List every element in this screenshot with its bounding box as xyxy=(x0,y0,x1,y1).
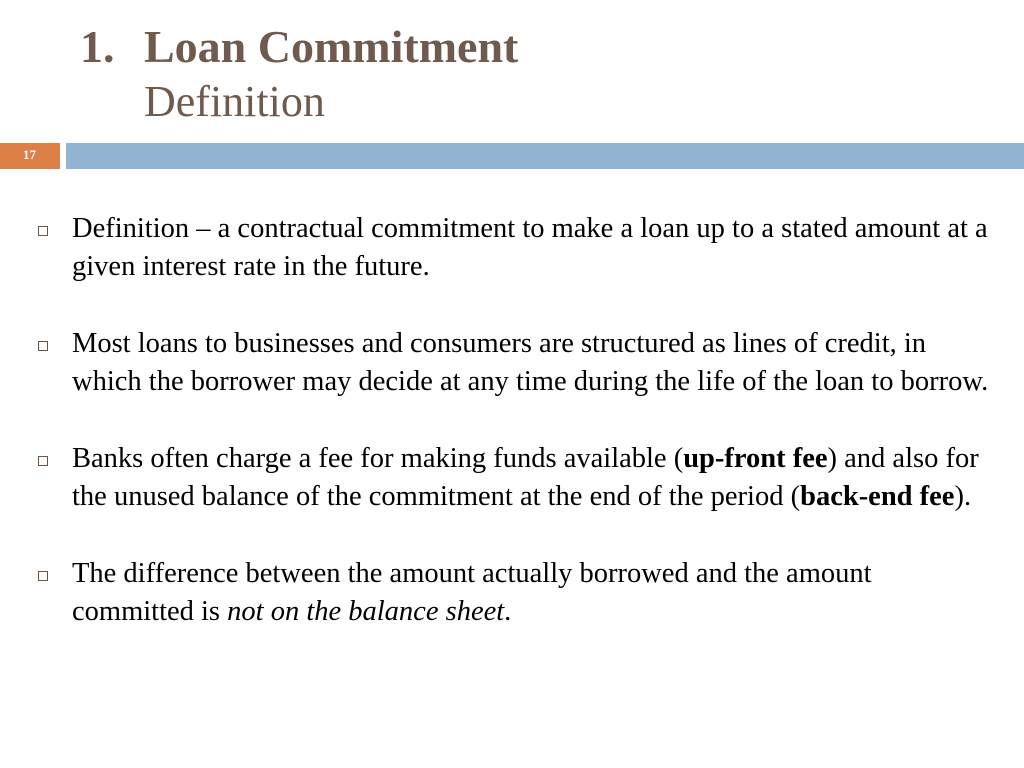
title-number: 1. xyxy=(80,21,115,72)
title-main-line xyxy=(80,18,518,76)
slide-number-badge: 17 xyxy=(0,143,60,169)
slide-title xyxy=(80,18,518,128)
bullet-text: . xyxy=(504,596,512,627)
bullet-text: Most loans to businesses and consumers are structured as lines of credit, in which the borrower may decide at any time during the life of the loan to borrow. xyxy=(72,328,989,397)
bullet-item xyxy=(38,555,998,631)
bullet-text: The difference between the amount actually borrowed and the amount committed is xyxy=(72,558,872,627)
bullet-text: not on the balance sheet xyxy=(227,596,505,627)
bullet-text: Definition – a contractual commitment to make a loan up to a stated amount at a given interest rate in the future. xyxy=(72,213,988,282)
bullet-text: back-end fee xyxy=(800,481,955,512)
title-main: Loan Commitment xyxy=(144,21,519,72)
hollow-square-icon xyxy=(38,571,48,581)
bullet-list xyxy=(38,210,998,670)
bullet-text: ). xyxy=(954,481,972,512)
bullet-text: ) and also for the unused balance of the commitment at the end of the period ( xyxy=(72,443,979,512)
bullet-item xyxy=(38,325,998,401)
bullet-text: Banks often charge a fee for making funds available ( xyxy=(72,443,684,474)
hollow-square-icon xyxy=(38,341,48,351)
bullet-text: up-front fee xyxy=(683,443,828,474)
bullet-item xyxy=(38,440,998,516)
title-subtitle: Definition xyxy=(144,77,325,126)
hollow-square-icon xyxy=(38,226,48,236)
title-divider-bar xyxy=(66,143,1024,169)
bullet-item xyxy=(38,210,998,286)
hollow-square-icon xyxy=(38,456,48,466)
